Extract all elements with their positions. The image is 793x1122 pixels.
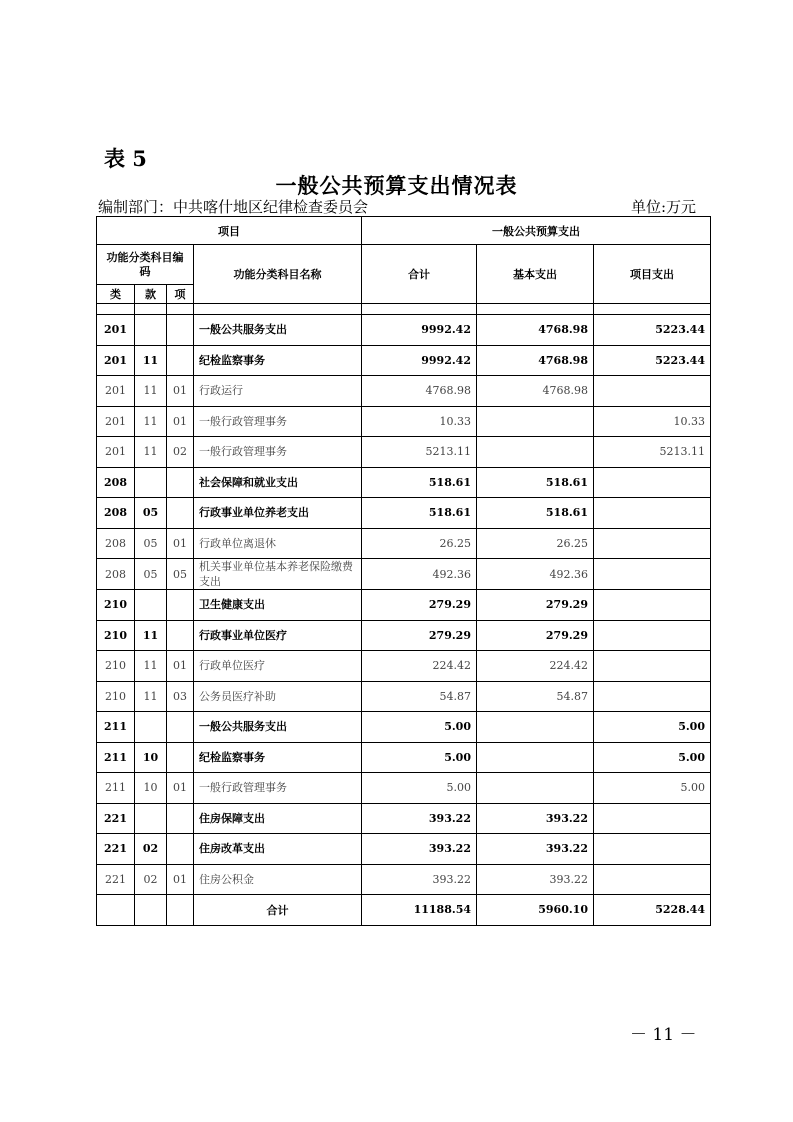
- project-cell: [594, 467, 711, 498]
- table-row: [97, 315, 711, 346]
- name-header: 功能分类科目名称: [194, 245, 362, 304]
- kuan-cell: 11: [135, 620, 167, 651]
- basic-cell: [477, 406, 594, 437]
- project-cell: [594, 559, 711, 590]
- xiang-cell: 03: [167, 681, 194, 712]
- total-header: 合计: [362, 245, 477, 304]
- project-cell: [594, 681, 711, 712]
- total-cell: 26.25: [362, 528, 477, 559]
- lei-cell: 211: [97, 773, 135, 804]
- project-cell: [594, 528, 711, 559]
- basic-cell: 279.29: [477, 590, 594, 621]
- name-cell: 行政单位医疗: [194, 651, 362, 682]
- name-cell: 卫生健康支出: [194, 590, 362, 621]
- header-row-mid: [97, 245, 711, 285]
- lei-cell: 208: [97, 528, 135, 559]
- name-cell: 一般公共服务支出: [194, 712, 362, 743]
- table-row: [97, 712, 711, 743]
- table-row: [97, 651, 711, 682]
- budget-header: 一般公共预算支出: [362, 217, 711, 245]
- kuan-cell: 02: [135, 864, 167, 895]
- table-row: [97, 498, 711, 529]
- total-cell: 5.00: [362, 773, 477, 804]
- lei-cell: 208: [97, 467, 135, 498]
- code-group-header: 功能分类科目编码: [97, 245, 194, 285]
- table-row: [97, 803, 711, 834]
- table-row: [97, 376, 711, 407]
- empty-cell: [135, 895, 167, 926]
- kuan-cell: 11: [135, 651, 167, 682]
- table-row: [97, 590, 711, 621]
- xiang-cell: 01: [167, 864, 194, 895]
- name-cell: 行政事业单位养老支出: [194, 498, 362, 529]
- lei-cell: 201: [97, 406, 135, 437]
- name-cell: 行政事业单位医疗: [194, 620, 362, 651]
- total-cell: 9992.42: [362, 315, 477, 346]
- xiang-cell: 01: [167, 773, 194, 804]
- xiang-cell: [167, 345, 194, 376]
- name-cell: 住房公积金: [194, 864, 362, 895]
- kuan-cell: 05: [135, 528, 167, 559]
- total-cell: 393.22: [362, 803, 477, 834]
- name-cell: 一般行政管理事务: [194, 773, 362, 804]
- unit-label: 单位:万元: [630, 198, 696, 216]
- project-cell: 10.33: [594, 406, 711, 437]
- name-cell: 一般公共服务支出: [194, 315, 362, 346]
- lei-cell: 201: [97, 437, 135, 468]
- total-cell: 393.22: [362, 864, 477, 895]
- basic-cell: 224.42: [477, 651, 594, 682]
- basic-cell: 393.22: [477, 803, 594, 834]
- xiang-cell: [167, 590, 194, 621]
- kuan-cell: 11: [135, 437, 167, 468]
- total-cell: 5.00: [362, 742, 477, 773]
- lei-header: 类: [97, 285, 135, 304]
- kuan-cell: 11: [135, 406, 167, 437]
- lei-cell: 201: [97, 345, 135, 376]
- xiang-cell: [167, 498, 194, 529]
- name-cell: 行政运行: [194, 376, 362, 407]
- name-cell: 纪检监察事务: [194, 742, 362, 773]
- basic-header: 基本支出: [477, 245, 594, 304]
- total-cell: 5213.11: [362, 437, 477, 468]
- kuan-cell: 10: [135, 773, 167, 804]
- basic-cell: 393.22: [477, 834, 594, 865]
- project-cell: 5.00: [594, 712, 711, 743]
- basic-cell: [477, 712, 594, 743]
- summary-total: 11188.54: [362, 895, 477, 926]
- empty-cell: [97, 895, 135, 926]
- basic-cell: 393.22: [477, 864, 594, 895]
- project-cell: [594, 498, 711, 529]
- table-row: [97, 437, 711, 468]
- lei-cell: 211: [97, 712, 135, 743]
- summary-row: [97, 895, 711, 926]
- xiang-cell: 01: [167, 406, 194, 437]
- table-row: [97, 834, 711, 865]
- kuan-cell: 10: [135, 742, 167, 773]
- project-cell: 5223.44: [594, 345, 711, 376]
- total-cell: 279.29: [362, 620, 477, 651]
- kuan-cell: [135, 590, 167, 621]
- total-cell: 279.29: [362, 590, 477, 621]
- name-cell: 纪检监察事务: [194, 345, 362, 376]
- basic-cell: [477, 437, 594, 468]
- summary-label: 合计: [194, 895, 362, 926]
- table-row: [97, 742, 711, 773]
- lei-cell: 221: [97, 803, 135, 834]
- basic-cell: 4768.98: [477, 345, 594, 376]
- basic-cell: 4768.98: [477, 315, 594, 346]
- basic-cell: 4768.98: [477, 376, 594, 407]
- lei-cell: 210: [97, 590, 135, 621]
- basic-cell: 492.36: [477, 559, 594, 590]
- project-cell: 5.00: [594, 742, 711, 773]
- kuan-cell: 05: [135, 498, 167, 529]
- project-cell: [594, 803, 711, 834]
- kuan-cell: [135, 803, 167, 834]
- summary-basic: 5960.10: [477, 895, 594, 926]
- lei-cell: 208: [97, 559, 135, 590]
- project-cell: [594, 864, 711, 895]
- name-cell: 机关事业单位基本养老保险缴费支出: [194, 559, 362, 590]
- project-cell: [594, 651, 711, 682]
- table-row: [97, 559, 711, 590]
- xiang-cell: 05: [167, 559, 194, 590]
- budget-table: [96, 216, 711, 926]
- total-cell: 518.61: [362, 467, 477, 498]
- kuan-header: 款: [135, 285, 167, 304]
- table-row: [97, 681, 711, 712]
- project-cell: 5213.11: [594, 437, 711, 468]
- basic-cell: [477, 742, 594, 773]
- name-cell: 社会保障和就业支出: [194, 467, 362, 498]
- project-cell: [594, 590, 711, 621]
- header-row-top: [97, 217, 711, 245]
- total-cell: 54.87: [362, 681, 477, 712]
- xiang-cell: [167, 315, 194, 346]
- name-cell: 一般行政管理事务: [194, 437, 362, 468]
- total-cell: 518.61: [362, 498, 477, 529]
- project-cell: 5.00: [594, 773, 711, 804]
- xiang-cell: [167, 712, 194, 743]
- name-cell: 住房保障支出: [194, 803, 362, 834]
- basic-cell: [477, 773, 594, 804]
- lei-cell: 221: [97, 834, 135, 865]
- xiang-cell: [167, 803, 194, 834]
- kuan-cell: 02: [135, 834, 167, 865]
- empty-cell: [167, 895, 194, 926]
- xiang-cell: [167, 620, 194, 651]
- total-cell: 393.22: [362, 834, 477, 865]
- project-cell: 5223.44: [594, 315, 711, 346]
- department-label: 编制部门：中共喀什地区纪律检查委员会: [98, 198, 369, 216]
- kuan-cell: 11: [135, 681, 167, 712]
- xiang-header: 项: [167, 285, 194, 304]
- xiang-cell: [167, 467, 194, 498]
- table-row: [97, 864, 711, 895]
- summary-project: 5228.44: [594, 895, 711, 926]
- basic-cell: 279.29: [477, 620, 594, 651]
- document-title: 一般公共预算支出情况表: [275, 173, 518, 198]
- kuan-cell: 05: [135, 559, 167, 590]
- table-row: [97, 345, 711, 376]
- kuan-cell: 11: [135, 376, 167, 407]
- name-cell: 一般行政管理事务: [194, 406, 362, 437]
- project-header: 项目: [97, 217, 362, 245]
- total-cell: 9992.42: [362, 345, 477, 376]
- total-cell: 5.00: [362, 712, 477, 743]
- kuan-cell: [135, 315, 167, 346]
- project-cell: [594, 620, 711, 651]
- page-number: － 11 －: [630, 1025, 697, 1045]
- basic-cell: 518.61: [477, 498, 594, 529]
- xiang-cell: 01: [167, 528, 194, 559]
- basic-cell: 54.87: [477, 681, 594, 712]
- lei-cell: 221: [97, 864, 135, 895]
- table-row: [97, 620, 711, 651]
- name-cell: 公务员医疗补助: [194, 681, 362, 712]
- lei-cell: 208: [97, 498, 135, 529]
- xiang-cell: 02: [167, 437, 194, 468]
- xiang-cell: 01: [167, 376, 194, 407]
- kuan-cell: 11: [135, 345, 167, 376]
- xiang-cell: [167, 834, 194, 865]
- lei-cell: 210: [97, 651, 135, 682]
- name-cell: 住房改革支出: [194, 834, 362, 865]
- lei-cell: 211: [97, 742, 135, 773]
- name-cell: 行政单位离退休: [194, 528, 362, 559]
- kuan-cell: [135, 467, 167, 498]
- project-cell: [594, 376, 711, 407]
- table-number: 表 5: [104, 146, 147, 171]
- total-cell: 4768.98: [362, 376, 477, 407]
- basic-cell: 26.25: [477, 528, 594, 559]
- lei-cell: 210: [97, 681, 135, 712]
- xiang-cell: 01: [167, 651, 194, 682]
- basic-cell: 518.61: [477, 467, 594, 498]
- lei-cell: 201: [97, 315, 135, 346]
- table-row: [97, 406, 711, 437]
- kuan-cell: [135, 712, 167, 743]
- xiang-cell: [167, 742, 194, 773]
- total-cell: 224.42: [362, 651, 477, 682]
- table-row: [97, 528, 711, 559]
- lei-cell: 210: [97, 620, 135, 651]
- total-cell: 492.36: [362, 559, 477, 590]
- table-row: [97, 467, 711, 498]
- table-row: [97, 773, 711, 804]
- project-exp-header: 项目支出: [594, 245, 711, 304]
- header-gap-row: [97, 304, 711, 315]
- project-cell: [594, 834, 711, 865]
- total-cell: 10.33: [362, 406, 477, 437]
- lei-cell: 201: [97, 376, 135, 407]
